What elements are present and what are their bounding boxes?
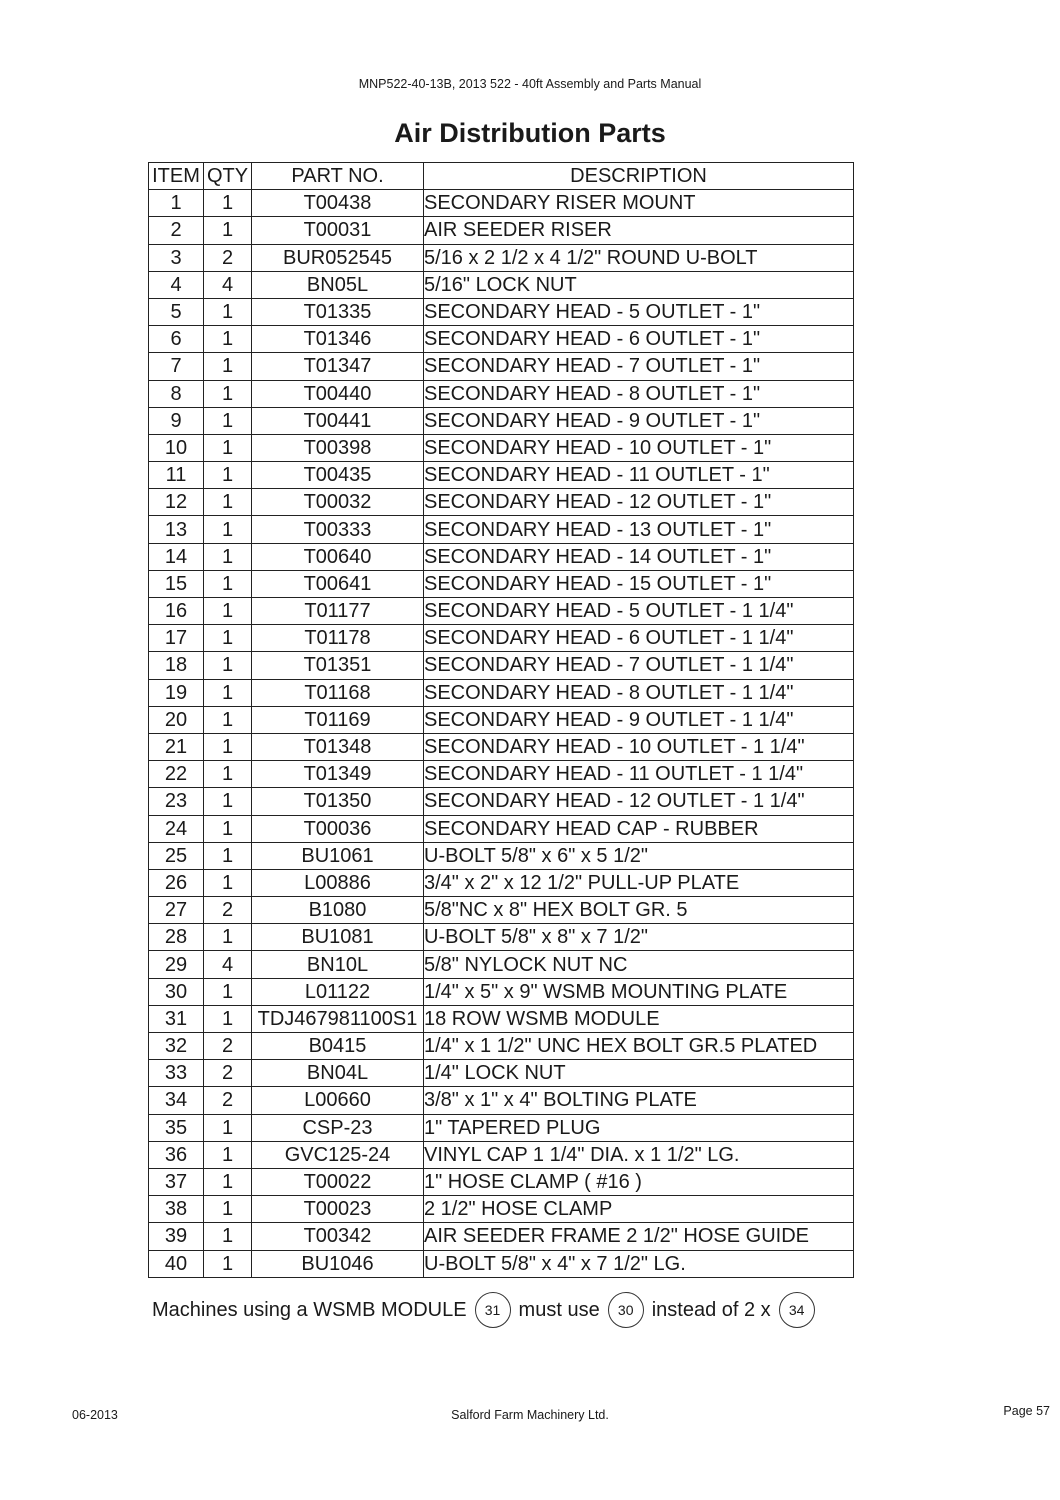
cell-part-no: T00438 [252, 190, 424, 217]
cell-description: 1/4" LOCK NUT [424, 1060, 854, 1087]
column-header-part-no: PART NO. [252, 163, 424, 190]
cell-item: 11 [149, 462, 204, 489]
cell-part-no: T00032 [252, 489, 424, 516]
table-row [149, 978, 854, 1005]
cell-part-no: T00022 [252, 1168, 424, 1195]
cell-qty: 1 [204, 1141, 252, 1168]
cell-qty: 1 [204, 380, 252, 407]
cell-description: 5/8" NYLOCK NUT NC [424, 951, 854, 978]
footer-page-number: Page 57 [1003, 1404, 1050, 1418]
cell-description: SECONDARY HEAD - 15 OUTLET - 1" [424, 570, 854, 597]
cell-item: 34 [149, 1087, 204, 1114]
cell-part-no: T01169 [252, 706, 424, 733]
cell-part-no: B1080 [252, 897, 424, 924]
cell-part-no: T01335 [252, 298, 424, 325]
footnote [152, 1292, 823, 1328]
table-row [149, 625, 854, 652]
cell-part-no: T00640 [252, 543, 424, 570]
cell-item: 7 [149, 353, 204, 380]
table-row [149, 190, 854, 217]
table-row [149, 652, 854, 679]
cell-item: 8 [149, 380, 204, 407]
cell-part-no: T01348 [252, 733, 424, 760]
cell-part-no: T00342 [252, 1223, 424, 1250]
cell-item: 35 [149, 1114, 204, 1141]
column-header-qty: QTY [204, 163, 252, 190]
cell-qty: 1 [204, 761, 252, 788]
cell-qty: 1 [204, 788, 252, 815]
cell-description: U-BOLT 5/8" x 6" x 5 1/2" [424, 842, 854, 869]
cell-description: SECONDARY HEAD - 6 OUTLET - 1" [424, 326, 854, 353]
cell-description: 5/16 x 2 1/2 x 4 1/2" ROUND U-BOLT [424, 244, 854, 271]
item-reference-circle-31: 31 [475, 1292, 511, 1328]
table-row [149, 1087, 854, 1114]
cell-qty: 2 [204, 1087, 252, 1114]
table-header-row [149, 163, 854, 190]
cell-qty: 1 [204, 733, 252, 760]
footer-company: Salford Farm Machinery Ltd. [451, 1408, 609, 1422]
cell-item: 26 [149, 869, 204, 896]
table-row [149, 951, 854, 978]
cell-item: 31 [149, 1005, 204, 1032]
parts-table-body [149, 190, 854, 1278]
cell-part-no: BN05L [252, 271, 424, 298]
cell-qty: 1 [204, 190, 252, 217]
cell-qty: 1 [204, 842, 252, 869]
table-row [149, 380, 854, 407]
cell-item: 10 [149, 434, 204, 461]
cell-description: 2 1/2" HOSE CLAMP [424, 1196, 854, 1223]
table-row [149, 679, 854, 706]
footnote-text-2: must use [518, 1298, 600, 1321]
document-header: MNP522-40-13B, 2013 522 - 40ft Assembly and Parts Manual [358, 77, 702, 91]
cell-qty: 1 [204, 679, 252, 706]
cell-item: 6 [149, 326, 204, 353]
cell-part-no: BN04L [252, 1060, 424, 1087]
cell-item: 25 [149, 842, 204, 869]
cell-item: 21 [149, 733, 204, 760]
cell-part-no: BUR052545 [252, 244, 424, 271]
cell-item: 18 [149, 652, 204, 679]
cell-description: SECONDARY RISER MOUNT [424, 190, 854, 217]
cell-part-no: L01122 [252, 978, 424, 1005]
table-row [149, 1223, 854, 1250]
cell-item: 20 [149, 706, 204, 733]
cell-item: 17 [149, 625, 204, 652]
table-row [149, 706, 854, 733]
cell-item: 33 [149, 1060, 204, 1087]
cell-item: 40 [149, 1250, 204, 1277]
table-row [149, 869, 854, 896]
cell-qty: 1 [204, 625, 252, 652]
cell-description: SECONDARY HEAD - 14 OUTLET - 1" [424, 543, 854, 570]
parts-table [148, 162, 854, 1278]
cell-description: 1/4" x 5" x 9" WSMB MOUNTING PLATE [424, 978, 854, 1005]
table-row [149, 570, 854, 597]
cell-description: SECONDARY HEAD - 9 OUTLET - 1 1/4" [424, 706, 854, 733]
cell-qty: 1 [204, 869, 252, 896]
cell-item: 12 [149, 489, 204, 516]
cell-part-no: T00333 [252, 516, 424, 543]
cell-qty: 1 [204, 1223, 252, 1250]
cell-item: 16 [149, 598, 204, 625]
cell-item: 29 [149, 951, 204, 978]
table-row [149, 924, 854, 951]
table-row [149, 1196, 854, 1223]
cell-part-no: T00036 [252, 815, 424, 842]
footnote-text-1: Machines using a WSMB MODULE [152, 1298, 467, 1321]
table-row [149, 897, 854, 924]
page-title: Air Distribution Parts [394, 118, 666, 148]
cell-item: 4 [149, 271, 204, 298]
table-row [149, 298, 854, 325]
cell-part-no: BU1081 [252, 924, 424, 951]
cell-item: 2 [149, 217, 204, 244]
cell-description: 3/8" x 1" x 4" BOLTING PLATE [424, 1087, 854, 1114]
cell-item: 36 [149, 1141, 204, 1168]
cell-qty: 4 [204, 271, 252, 298]
table-row [149, 1114, 854, 1141]
cell-part-no: T01177 [252, 598, 424, 625]
cell-description: U-BOLT 5/8" x 4" x 7 1/2" LG. [424, 1250, 854, 1277]
table-row [149, 407, 854, 434]
cell-description: SECONDARY HEAD - 8 OUTLET - 1 1/4" [424, 679, 854, 706]
cell-part-no: L00886 [252, 869, 424, 896]
cell-description: SECONDARY HEAD - 5 OUTLET - 1 1/4" [424, 598, 854, 625]
cell-item: 3 [149, 244, 204, 271]
cell-item: 14 [149, 543, 204, 570]
cell-part-no: T01351 [252, 652, 424, 679]
cell-item: 9 [149, 407, 204, 434]
cell-qty: 1 [204, 924, 252, 951]
table-row [149, 815, 854, 842]
cell-part-no: T00641 [252, 570, 424, 597]
cell-item: 37 [149, 1168, 204, 1195]
table-row [149, 489, 854, 516]
cell-qty: 1 [204, 706, 252, 733]
cell-qty: 1 [204, 326, 252, 353]
column-header-item: ITEM [149, 163, 204, 190]
cell-qty: 1 [204, 1168, 252, 1195]
cell-description: SECONDARY HEAD - 11 OUTLET - 1 1/4" [424, 761, 854, 788]
footer-date: 06-2013 [72, 1408, 118, 1422]
cell-part-no: T01349 [252, 761, 424, 788]
cell-qty: 1 [204, 353, 252, 380]
cell-description: SECONDARY HEAD - 11 OUTLET - 1" [424, 462, 854, 489]
cell-part-no: T00441 [252, 407, 424, 434]
cell-qty: 1 [204, 1250, 252, 1277]
cell-qty: 1 [204, 489, 252, 516]
table-row [149, 217, 854, 244]
cell-description: 18 ROW WSMB MODULE [424, 1005, 854, 1032]
cell-item: 39 [149, 1223, 204, 1250]
column-header-description: DESCRIPTION [424, 163, 854, 190]
cell-description: VINYL CAP 1 1/4" DIA. x 1 1/2" LG. [424, 1141, 854, 1168]
table-row [149, 244, 854, 271]
cell-description: AIR SEEDER RISER [424, 217, 854, 244]
cell-item: 15 [149, 570, 204, 597]
table-row [149, 733, 854, 760]
cell-description: U-BOLT 5/8" x 8" x 7 1/2" [424, 924, 854, 951]
cell-part-no: T00435 [252, 462, 424, 489]
table-row [149, 1250, 854, 1277]
cell-description: 5/16" LOCK NUT [424, 271, 854, 298]
cell-description: SECONDARY HEAD - 7 OUTLET - 1 1/4" [424, 652, 854, 679]
cell-description: 5/8"NC x 8" HEX BOLT GR. 5 [424, 897, 854, 924]
cell-part-no: T01347 [252, 353, 424, 380]
cell-item: 19 [149, 679, 204, 706]
cell-description: SECONDARY HEAD - 5 OUTLET - 1" [424, 298, 854, 325]
cell-qty: 1 [204, 1114, 252, 1141]
cell-qty: 1 [204, 298, 252, 325]
cell-description: SECONDARY HEAD - 8 OUTLET - 1" [424, 380, 854, 407]
cell-description: 1" TAPERED PLUG [424, 1114, 854, 1141]
cell-part-no: TDJ467981100S1 [252, 1005, 424, 1032]
cell-qty: 1 [204, 543, 252, 570]
table-row [149, 516, 854, 543]
cell-part-no: BN10L [252, 951, 424, 978]
cell-item: 30 [149, 978, 204, 1005]
cell-qty: 1 [204, 652, 252, 679]
table-row [149, 842, 854, 869]
cell-description: SECONDARY HEAD - 9 OUTLET - 1" [424, 407, 854, 434]
cell-qty: 1 [204, 570, 252, 597]
footnote-text-3: instead of 2 x [651, 1298, 771, 1321]
cell-description: SECONDARY HEAD - 7 OUTLET - 1" [424, 353, 854, 380]
cell-qty: 1 [204, 978, 252, 1005]
cell-description: SECONDARY HEAD - 10 OUTLET - 1" [424, 434, 854, 461]
table-row [149, 788, 854, 815]
cell-qty: 1 [204, 1196, 252, 1223]
table-row [149, 326, 854, 353]
cell-qty: 2 [204, 1033, 252, 1060]
cell-description: SECONDARY HEAD - 13 OUTLET - 1" [424, 516, 854, 543]
cell-description: 3/4" x 2" x 12 1/2" PULL-UP PLATE [424, 869, 854, 896]
cell-description: 1" HOSE CLAMP ( #16 ) [424, 1168, 854, 1195]
cell-description: AIR SEEDER FRAME 2 1/2" HOSE GUIDE [424, 1223, 854, 1250]
cell-item: 5 [149, 298, 204, 325]
table-row [149, 1033, 854, 1060]
cell-part-no: BU1046 [252, 1250, 424, 1277]
cell-description: SECONDARY HEAD CAP - RUBBER [424, 815, 854, 842]
cell-item: 28 [149, 924, 204, 951]
table-row [149, 1141, 854, 1168]
cell-qty: 1 [204, 407, 252, 434]
cell-part-no: T01168 [252, 679, 424, 706]
cell-qty: 2 [204, 1060, 252, 1087]
cell-item: 32 [149, 1033, 204, 1060]
item-reference-circle-34: 34 [779, 1292, 815, 1328]
cell-description: SECONDARY HEAD - 12 OUTLET - 1 1/4" [424, 788, 854, 815]
table-row [149, 1005, 854, 1032]
table-row [149, 1060, 854, 1087]
cell-qty: 1 [204, 462, 252, 489]
cell-part-no: B0415 [252, 1033, 424, 1060]
cell-qty: 1 [204, 217, 252, 244]
table-row [149, 462, 854, 489]
table-row [149, 598, 854, 625]
cell-item: 13 [149, 516, 204, 543]
table-row [149, 1168, 854, 1195]
cell-part-no: T00440 [252, 380, 424, 407]
table-row [149, 543, 854, 570]
cell-part-no: T01346 [252, 326, 424, 353]
cell-qty: 1 [204, 598, 252, 625]
cell-item: 23 [149, 788, 204, 815]
cell-item: 27 [149, 897, 204, 924]
cell-item: 38 [149, 1196, 204, 1223]
cell-qty: 1 [204, 434, 252, 461]
cell-description: SECONDARY HEAD - 12 OUTLET - 1" [424, 489, 854, 516]
table-row [149, 271, 854, 298]
cell-description: SECONDARY HEAD - 6 OUTLET - 1 1/4" [424, 625, 854, 652]
cell-part-no: T00398 [252, 434, 424, 461]
cell-part-no: T00031 [252, 217, 424, 244]
cell-item: 22 [149, 761, 204, 788]
cell-qty: 1 [204, 815, 252, 842]
cell-qty: 4 [204, 951, 252, 978]
cell-part-no: CSP-23 [252, 1114, 424, 1141]
cell-part-no: T00023 [252, 1196, 424, 1223]
cell-qty: 1 [204, 1005, 252, 1032]
table-row [149, 434, 854, 461]
cell-description: SECONDARY HEAD - 10 OUTLET - 1 1/4" [424, 733, 854, 760]
cell-part-no: GVC125-24 [252, 1141, 424, 1168]
cell-qty: 2 [204, 244, 252, 271]
cell-qty: 1 [204, 516, 252, 543]
cell-part-no: T01350 [252, 788, 424, 815]
table-row [149, 353, 854, 380]
table-row [149, 761, 854, 788]
cell-item: 1 [149, 190, 204, 217]
cell-qty: 2 [204, 897, 252, 924]
cell-description: 1/4" x 1 1/2" UNC HEX BOLT GR.5 PLATED [424, 1033, 854, 1060]
item-reference-circle-30: 30 [608, 1292, 644, 1328]
cell-part-no: T01178 [252, 625, 424, 652]
cell-part-no: BU1061 [252, 842, 424, 869]
cell-item: 24 [149, 815, 204, 842]
cell-part-no: L00660 [252, 1087, 424, 1114]
